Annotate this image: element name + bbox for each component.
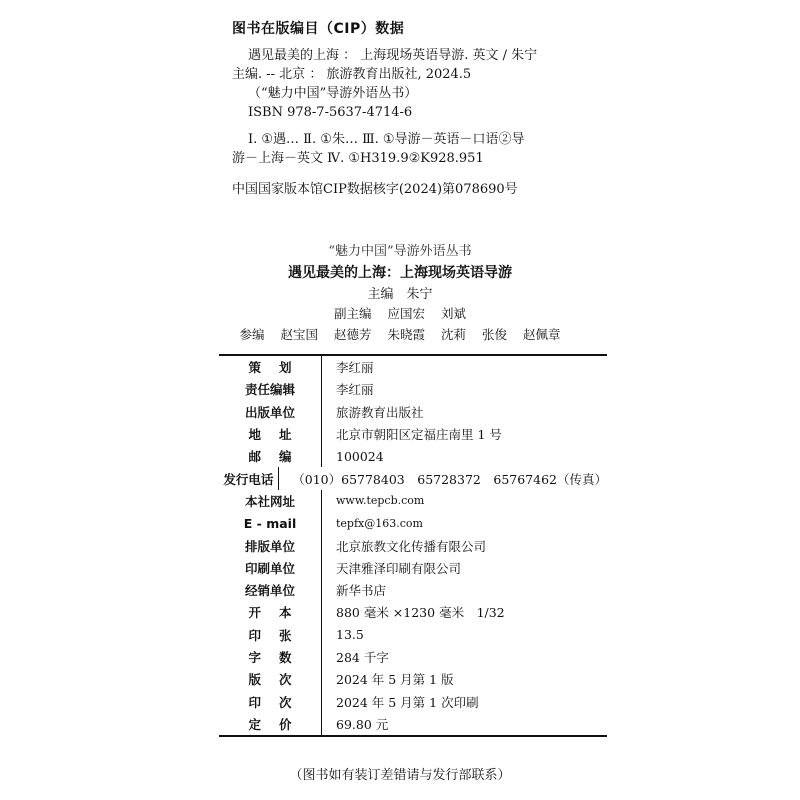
- row-value: 13.5: [336, 627, 364, 643]
- contributor-name: 沈莉: [440, 327, 466, 342]
- row-label: 责任编辑: [244, 382, 295, 398]
- cip-record: [232, 46, 632, 199]
- table-row: [219, 534, 607, 556]
- vice-editors: [0, 304, 800, 322]
- contributor-name: 张俊: [481, 327, 507, 342]
- vice-editor-name: 应国宏: [387, 306, 425, 321]
- series-name: “魅力中国”导游外语丛书: [328, 244, 472, 259]
- vice-editor-label: 副主编: [333, 306, 372, 321]
- table-row: [219, 713, 607, 735]
- row-label: 印刷单位: [244, 560, 295, 576]
- row-label: 策划: [248, 360, 310, 376]
- row-value: 100024: [336, 448, 384, 464]
- row-label: 字数: [248, 650, 310, 665]
- contributor-label: 参编: [239, 327, 265, 342]
- cip-title-line: 遇见最美的上海 ： 上海现场英语导游. 英文 / 朱宁: [248, 48, 538, 63]
- email-address: tepfx@163.com: [336, 516, 423, 530]
- table-row: [219, 668, 607, 690]
- contributor-name: 朱晓霞: [387, 327, 425, 342]
- row-label: E - mail: [243, 515, 297, 531]
- row-value: 李红丽: [336, 360, 374, 376]
- row-value: 北京旅教文化传播有限公司: [336, 538, 487, 554]
- table-row: [219, 401, 607, 423]
- row-value: 284 千字: [336, 650, 389, 665]
- table-row: [219, 356, 607, 378]
- cip-classification-line-2: 游－上海－英文 Ⅳ. ①H319.9②K928.951: [232, 151, 484, 166]
- row-value: 北京市朝阳区定福庄南里 1 号: [336, 427, 502, 443]
- row-label: 地址: [248, 427, 310, 443]
- contributor-name: 赵佩章: [522, 327, 561, 342]
- binding-error-note: （图书如有装订差错请与发行部联系）: [289, 768, 511, 783]
- table-row: [219, 467, 607, 489]
- row-value: 李红丽: [336, 382, 374, 398]
- row-value: 旅游教育出版社: [336, 404, 424, 420]
- table-row: [219, 646, 607, 668]
- table-row: [219, 423, 607, 445]
- row-label: 排版单位: [244, 538, 295, 554]
- row-value: 2024 年 5 月第 1 版: [336, 672, 454, 688]
- row-value: 69.80 元: [336, 716, 389, 732]
- table-row: [219, 490, 607, 512]
- table-row: [219, 579, 607, 601]
- row-label: 发行电话: [223, 471, 274, 487]
- table-row: [219, 512, 607, 534]
- table-row: [219, 624, 607, 646]
- row-value: （010）65778403 65728372 65767462（传真）: [292, 471, 607, 487]
- publication-info-table: [219, 354, 607, 737]
- website-url: www.tepcb.com: [336, 494, 425, 508]
- row-label: 出版单位: [244, 404, 295, 420]
- row-label: 邮编: [248, 449, 310, 465]
- contributor-name: 赵宝国: [280, 327, 318, 342]
- table-row: [219, 378, 607, 400]
- row-label: 印次: [248, 694, 310, 710]
- row-label: 开本: [248, 605, 310, 621]
- row-label: 印张: [248, 627, 310, 643]
- cip-editor-line: 主编. -- 北京 ： 旅游教育出版社, 2024.5: [232, 67, 472, 82]
- row-label: 版次: [248, 672, 310, 688]
- chief-editor: 主编 朱宁: [367, 287, 433, 302]
- cip-series-line: （“魅力中国”导游外语丛书）: [248, 86, 418, 101]
- book-title: 遇见最美的上海：上海现场英语导游: [288, 265, 512, 281]
- row-label: 本社网址: [244, 493, 295, 509]
- cip-check-number: 中国国家版本馆CIP数据核字(2024)第078690号: [232, 182, 518, 197]
- vice-editor-name: 刘斌: [440, 306, 466, 321]
- table-row: [219, 690, 607, 712]
- row-label: 经销单位: [244, 583, 295, 599]
- contributors: [0, 325, 800, 343]
- cip-classification-line-1: Ⅰ. ①遇… Ⅱ. ①朱… Ⅲ. ①导游－英语－口语②导: [248, 132, 525, 147]
- table-row: [219, 445, 607, 467]
- cip-heading: 图书在版编目（CIP）数据: [232, 21, 405, 37]
- table-row: [219, 557, 607, 579]
- contributor-name: 赵德芳: [333, 327, 372, 342]
- cip-isbn: ISBN 978-7-5637-4714-6: [248, 105, 413, 120]
- table-row: [219, 601, 607, 623]
- row-label: 定价: [248, 716, 310, 732]
- row-value: 880 毫米 ×1230 毫米 1/32: [336, 605, 505, 621]
- row-value: 2024 年 5 月第 1 次印刷: [336, 694, 479, 710]
- row-value: 天津雅泽印刷有限公司: [336, 560, 462, 576]
- row-value: 新华书店: [336, 583, 387, 599]
